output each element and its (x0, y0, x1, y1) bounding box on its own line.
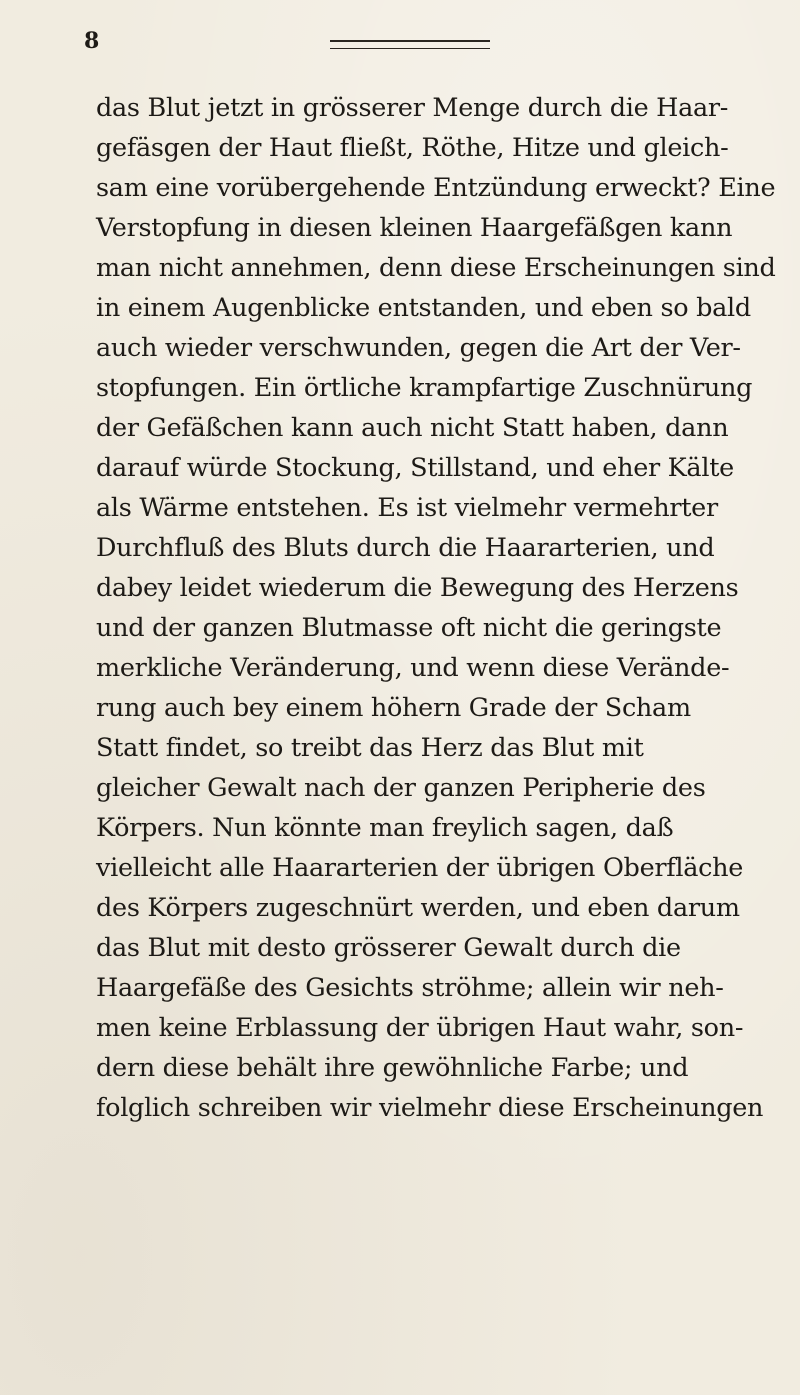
text-line: vielleicht alle Haararterien der übrigen Oberfläche (96, 853, 744, 883)
text-line: dern diese behält ihre gewöhnliche Farbe; und (96, 1053, 689, 1083)
header-rule (330, 40, 490, 49)
text-line: in einem Augenblicke entstanden, und eben so bald (96, 293, 751, 323)
page-number: 8 (84, 28, 100, 54)
text-line: des Körpers zugeschnürt werden, und eben darum (96, 893, 740, 923)
text-line: merkliche Veränderung, und wenn diese Verände- (96, 653, 730, 683)
text-line: dabey leidet wiederum die Bewegung des Herzens (96, 573, 739, 603)
text-line: als Wärme entstehen. Es ist vielmehr vermehrter (96, 493, 718, 523)
text-line: Statt findet, so treibt das Herz das Blut mit (96, 733, 644, 763)
text-line: stopfungen. Ein örtliche krampfartige Zuschnürung (96, 373, 753, 403)
text-line: und der ganzen Blutmasse oft nicht die geringste (96, 613, 722, 643)
text-line: auch wieder verschwunden, gegen die Art der Ver- (96, 333, 741, 363)
text-line: sam eine vorübergehende Entzündung erweckt? Eine (96, 173, 776, 203)
text-line: gleicher Gewalt nach der ganzen Peripherie des (96, 773, 706, 803)
text-line: das Blut jetzt in grösserer Menge durch die Haar- (96, 93, 729, 123)
text-line: Durchfluß des Bluts durch die Haararterien, und (96, 533, 715, 563)
text-line: Haargefäße des Gesichts ströhme; allein wir neh- (96, 973, 724, 1003)
text-line: Körpers. Nun könnte man freylich sagen, daß (96, 813, 674, 843)
text-line: folglich schreiben wir vielmehr diese Erscheinungen (96, 1093, 764, 1123)
text-line: darauf würde Stockung, Stillstand, und eher Kälte (96, 453, 734, 483)
text-line: rung auch bey einem höhern Grade der Scham (96, 693, 691, 723)
text-line: der Gefäßchen kann auch nicht Statt haben, dann (96, 413, 729, 443)
text-line: men keine Erblassung der übrigen Haut wahr, son- (96, 1013, 744, 1043)
text-line: Verstopfung in diesen kleinen Haargefäßgen kann (96, 213, 733, 243)
body-text (96, 88, 796, 1128)
text-line: gefäsgen der Haut fließt, Röthe, Hitze und gleich- (96, 133, 729, 163)
text-line: das Blut mit desto grösserer Gewalt durch die (96, 933, 681, 963)
text-line: man nicht annehmen, denn diese Erscheinungen sind (96, 253, 776, 283)
